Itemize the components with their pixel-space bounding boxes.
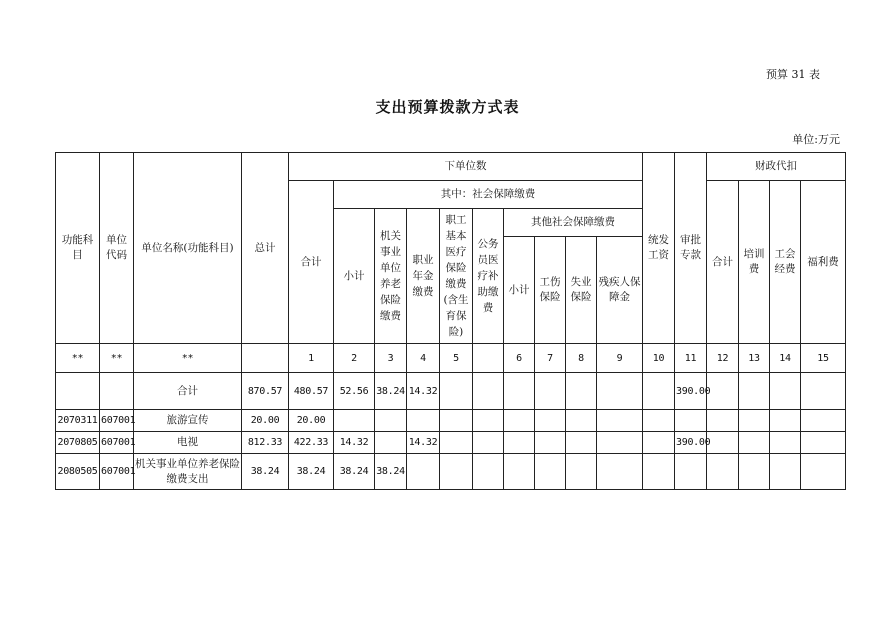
value-cell bbox=[597, 432, 643, 454]
value-cell bbox=[643, 432, 675, 454]
col-injury: 工伤保险 bbox=[535, 237, 566, 344]
index-cell: 15 bbox=[801, 344, 846, 373]
value-cell bbox=[643, 410, 675, 432]
index-cell: 7 bbox=[535, 344, 566, 373]
index-cell: 8 bbox=[566, 344, 597, 373]
func-code-cell: 2070805 bbox=[56, 432, 100, 454]
total-cell: 812.33 bbox=[242, 432, 289, 454]
value-cell bbox=[407, 454, 440, 490]
value-cell bbox=[566, 410, 597, 432]
func-code-cell: 2070311 bbox=[56, 410, 100, 432]
col-welfare: 福利费 bbox=[801, 181, 846, 344]
value-cell bbox=[801, 410, 846, 432]
index-cell: ** bbox=[56, 344, 100, 373]
form-number: 预算 31 表 bbox=[766, 68, 820, 81]
index-cell: 9 bbox=[597, 344, 643, 373]
value-cell bbox=[535, 410, 566, 432]
index-cell: 13 bbox=[739, 344, 770, 373]
index-cell: 11 bbox=[675, 344, 707, 373]
col-ss-subtotal: 小计 bbox=[334, 209, 375, 344]
col-lower-units: 下单位数 bbox=[289, 153, 643, 181]
value-cell: 14.32 bbox=[334, 432, 375, 454]
value-cell bbox=[440, 432, 473, 454]
col-other-subtotal: 小计 bbox=[504, 237, 535, 344]
col-annuity: 职业年金缴费 bbox=[407, 209, 440, 344]
value-cell bbox=[597, 410, 643, 432]
value-cell bbox=[473, 454, 504, 490]
value-cell bbox=[707, 432, 739, 454]
value-cell bbox=[739, 373, 770, 410]
table-row bbox=[56, 432, 846, 454]
col-unit-code: 单位代码 bbox=[100, 153, 134, 344]
value-cell bbox=[707, 410, 739, 432]
value-cell bbox=[334, 410, 375, 432]
col-medical: 职工基本医疗保险缴费(含生育保险) bbox=[440, 209, 473, 344]
index-cell: 5 bbox=[440, 344, 473, 373]
value-cell: 390.00 bbox=[675, 373, 707, 410]
value-cell: 390.00 bbox=[675, 432, 707, 454]
col-total: 总计 bbox=[242, 153, 289, 344]
index-cell: 10 bbox=[643, 344, 675, 373]
unit-name-cell: 合计 bbox=[134, 373, 242, 410]
value-cell bbox=[643, 454, 675, 490]
value-cell bbox=[407, 410, 440, 432]
table-row bbox=[56, 373, 846, 410]
index-cell: 1 bbox=[289, 344, 334, 373]
value-cell bbox=[504, 432, 535, 454]
index-cell bbox=[242, 344, 289, 373]
index-row bbox=[56, 344, 846, 373]
value-cell bbox=[535, 454, 566, 490]
col-unit-name: 单位名称(功能科目) bbox=[134, 153, 242, 344]
col-fiscal-deduct: 财政代扣 bbox=[707, 153, 846, 181]
value-cell: 480.57 bbox=[289, 373, 334, 410]
value-cell bbox=[566, 454, 597, 490]
value-cell bbox=[597, 454, 643, 490]
value-cell: 38.24 bbox=[289, 454, 334, 490]
value-cell bbox=[770, 432, 801, 454]
value-cell bbox=[707, 454, 739, 490]
value-cell bbox=[375, 410, 407, 432]
value-cell: 38.24 bbox=[375, 373, 407, 410]
unit-label: 单位:万元 bbox=[792, 133, 840, 146]
value-cell bbox=[770, 454, 801, 490]
unit-name-cell: 机关事业单位养老保险缴费支出 bbox=[134, 454, 242, 490]
table-row bbox=[56, 454, 846, 490]
col-social-security: 其中：社会保障缴费 bbox=[334, 181, 643, 209]
unit-code-cell bbox=[100, 373, 134, 410]
col-other-ss: 其他社会保障缴费 bbox=[504, 209, 643, 237]
value-cell: 52.56 bbox=[334, 373, 375, 410]
value-cell bbox=[770, 410, 801, 432]
value-cell: 14.32 bbox=[407, 373, 440, 410]
value-cell bbox=[675, 410, 707, 432]
col-unified-salary: 统发工资 bbox=[643, 153, 675, 344]
value-cell bbox=[375, 432, 407, 454]
value-cell bbox=[473, 373, 504, 410]
value-cell bbox=[675, 454, 707, 490]
col-disabled: 残疾人保障金 bbox=[597, 237, 643, 344]
page-title: 支出预算拨款方式表 bbox=[375, 98, 520, 116]
total-cell: 38.24 bbox=[242, 454, 289, 490]
value-cell bbox=[566, 432, 597, 454]
value-cell bbox=[801, 432, 846, 454]
value-cell bbox=[801, 454, 846, 490]
index-cell: 2 bbox=[334, 344, 375, 373]
col-union: 工会经费 bbox=[770, 181, 801, 344]
index-cell: 14 bbox=[770, 344, 801, 373]
value-cell bbox=[440, 454, 473, 490]
value-cell bbox=[535, 373, 566, 410]
col-civil-medical: 公务员医疗补助缴费 bbox=[473, 209, 504, 344]
value-cell bbox=[504, 410, 535, 432]
unit-code-cell: 607001 bbox=[100, 410, 134, 432]
value-cell bbox=[473, 432, 504, 454]
col-pension: 机关事业单位养老保险缴费 bbox=[375, 209, 407, 344]
unit-name-cell: 旅游宣传 bbox=[134, 410, 242, 432]
value-cell bbox=[707, 373, 739, 410]
col-unemployment: 失业保险 bbox=[566, 237, 597, 344]
col-training: 培训费 bbox=[739, 181, 770, 344]
index-cell: ** bbox=[134, 344, 242, 373]
budget-table bbox=[55, 152, 846, 490]
table-row bbox=[56, 410, 846, 432]
value-cell bbox=[643, 373, 675, 410]
value-cell bbox=[566, 373, 597, 410]
total-cell: 870.57 bbox=[242, 373, 289, 410]
col-approved: 审批专款 bbox=[675, 153, 707, 344]
total-cell: 20.00 bbox=[242, 410, 289, 432]
unit-code-cell: 607001 bbox=[100, 432, 134, 454]
value-cell bbox=[440, 373, 473, 410]
index-cell: 12 bbox=[707, 344, 739, 373]
value-cell: 422.33 bbox=[289, 432, 334, 454]
value-cell: 20.00 bbox=[289, 410, 334, 432]
value-cell: 38.24 bbox=[375, 454, 407, 490]
value-cell bbox=[770, 373, 801, 410]
unit-name-cell: 电视 bbox=[134, 432, 242, 454]
value-cell bbox=[597, 373, 643, 410]
col-func-code: 功能科目 bbox=[56, 153, 100, 344]
value-cell bbox=[739, 410, 770, 432]
func-code-cell bbox=[56, 373, 100, 410]
value-cell bbox=[504, 373, 535, 410]
func-code-cell: 2080505 bbox=[56, 454, 100, 490]
col-subtotal-all: 合计 bbox=[289, 181, 334, 344]
value-cell bbox=[739, 432, 770, 454]
unit-code-cell: 607001 bbox=[100, 454, 134, 490]
value-cell bbox=[801, 373, 846, 410]
value-cell bbox=[504, 454, 535, 490]
index-cell: 3 bbox=[375, 344, 407, 373]
value-cell bbox=[440, 410, 473, 432]
index-cell bbox=[473, 344, 504, 373]
value-cell bbox=[473, 410, 504, 432]
index-cell: 4 bbox=[407, 344, 440, 373]
value-cell: 38.24 bbox=[334, 454, 375, 490]
index-cell: 6 bbox=[504, 344, 535, 373]
col-fd-total: 合计 bbox=[707, 181, 739, 344]
value-cell bbox=[535, 432, 566, 454]
value-cell: 14.32 bbox=[407, 432, 440, 454]
value-cell bbox=[739, 454, 770, 490]
index-cell: ** bbox=[100, 344, 134, 373]
